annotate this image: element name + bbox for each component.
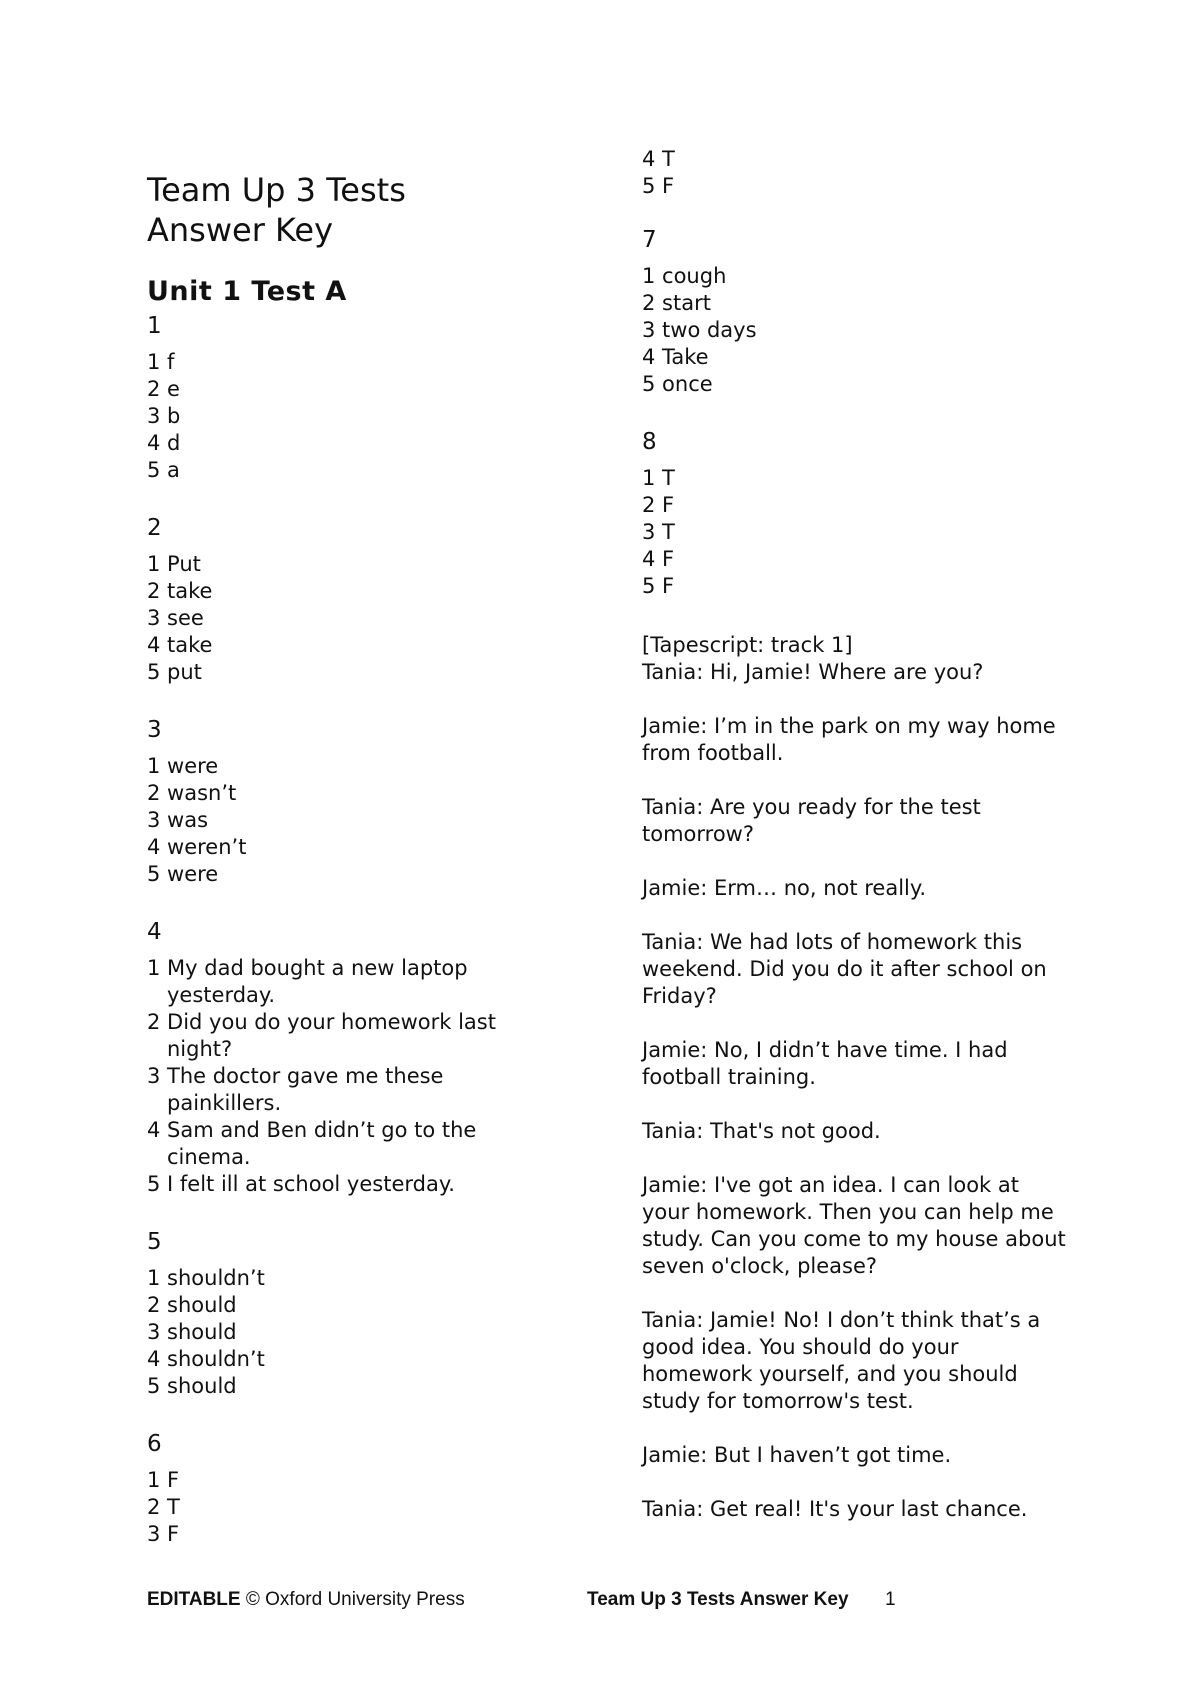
answer-item: 4 weren’t: [147, 835, 247, 859]
answer-item: 1 My dad bought a new laptop yesterday.: [147, 956, 468, 1007]
title-line-2: Answer Key: [147, 211, 334, 249]
copyright-text: © Oxford University Press: [245, 1589, 465, 1610]
answer-item: 1 cough: [642, 264, 727, 288]
section-4: [147, 918, 547, 1198]
answer-item: 1 F: [147, 1468, 180, 1492]
editable-label: EDITABLE: [147, 1589, 241, 1610]
answer-item: 5 put: [147, 660, 202, 684]
dialogue-line: Jamie: No, I didn’t have time. I had football training.: [642, 1038, 1008, 1089]
answer-item: 2 take: [147, 579, 213, 603]
section-3: [147, 716, 547, 888]
answer-item: 2 T: [147, 1495, 180, 1519]
answer-item: 4 take: [147, 633, 213, 657]
answer-item: 4 Sam and Ben didn’t go to the cinema.: [147, 1118, 477, 1169]
answer-item: 3 should: [147, 1320, 237, 1344]
answer-item: 2 start: [642, 291, 711, 315]
section-number: 5: [147, 1229, 162, 1255]
answer-item: 5 F: [642, 174, 675, 198]
answer-item: 4 Take: [642, 345, 709, 369]
title-line-1: Team Up 3 Tests: [147, 171, 406, 209]
answer-item: 4 d: [147, 431, 181, 455]
section-6: [147, 1430, 547, 1548]
unit-heading: Unit 1 Test A: [147, 276, 347, 307]
answer-item: 5 I felt ill at school yesterday.: [147, 1172, 455, 1196]
dialogue-line: Jamie: But I haven’t got time.: [642, 1443, 952, 1467]
document-title: [147, 170, 406, 250]
answer-item: 3 see: [147, 606, 204, 630]
dialogue-line: Jamie: Erm… no, not really.: [642, 876, 927, 900]
answer-item: 5 should: [147, 1374, 237, 1398]
page-number: 1: [885, 1589, 896, 1610]
answer-item: 1 were: [147, 754, 219, 778]
answer-list: [147, 753, 547, 888]
section-6-continued: [642, 146, 675, 200]
answer-item: 1 Put: [147, 552, 201, 576]
dialogue-line: Tania: Are you ready for the test tomorrow?: [642, 795, 981, 846]
answer-item: 2 should: [147, 1293, 237, 1317]
footer-document-title: Team Up 3 Tests Answer Key: [587, 1589, 849, 1610]
answer-item: 2 wasn’t: [147, 781, 237, 805]
footer-copyright: [147, 1588, 465, 1612]
answer-item: 4 F: [642, 547, 675, 571]
section-number: 6: [147, 1431, 162, 1457]
answer-list: [147, 1467, 547, 1548]
answer-item: 4 T: [642, 147, 675, 171]
section-5: [147, 1228, 547, 1400]
answer-item: 5 a: [147, 458, 180, 482]
answer-list: [147, 1265, 547, 1400]
answer-item: 5 once: [642, 372, 713, 396]
section-7: [642, 226, 1072, 398]
section-1: [147, 312, 547, 484]
tapescript-heading: [Tapescript: track 1]: [642, 633, 853, 657]
section-number: 1: [147, 313, 162, 339]
dialogue-line: Tania: Get real! It's your last chance.: [642, 1497, 1028, 1521]
answer-item: 4 shouldn’t: [147, 1347, 265, 1371]
dialogue-line: Tania: We had lots of homework this weekend. Did you do it after school on Friday?: [642, 930, 1047, 1008]
answer-list: [147, 551, 547, 686]
dialogue-line: Jamie: I've got an idea. I can look at your homework. Then you can help me study. Can you come to my house about seven o'clock, please?: [642, 1173, 1066, 1278]
answer-list: [147, 955, 547, 1198]
answer-item: 2 F: [642, 493, 675, 517]
answer-item: 1 shouldn’t: [147, 1266, 265, 1290]
dialogue-line: Tania: Jamie! No! I don’t think that’s a good idea. You should do your homework yourself, and you should study for tomorrow's test.: [642, 1308, 1041, 1413]
dialogue-line: Tania: Hi, Jamie! Where are you?: [642, 660, 984, 684]
answer-item: 2 e: [147, 377, 180, 401]
section-8: [642, 428, 1072, 600]
answer-item: 5 were: [147, 862, 219, 886]
section-number: 7: [642, 227, 657, 253]
tapescript: [642, 632, 1072, 1550]
section-number: 8: [642, 429, 657, 455]
dialogue-line: Tania: That's not good.: [642, 1119, 881, 1143]
answer-list: [147, 349, 547, 484]
answer-item: 3 b: [147, 404, 181, 428]
section-number: 3: [147, 717, 162, 743]
answer-item: 3 F: [147, 1522, 180, 1546]
answer-item: 3 The doctor gave me these painkillers.: [147, 1064, 444, 1115]
section-2: [147, 514, 547, 686]
section-number: 4: [147, 919, 162, 945]
answer-item: 3 two days: [642, 318, 757, 342]
section-number: 2: [147, 515, 162, 541]
answer-list: [642, 465, 1072, 600]
answer-item: 3 was: [147, 808, 209, 832]
answer-item: 2 Did you do your homework last night?: [147, 1010, 496, 1061]
answer-item: 5 F: [642, 574, 675, 598]
answer-list: [642, 263, 1072, 398]
answer-item: 3 T: [642, 520, 675, 544]
answer-item: 1 T: [642, 466, 675, 490]
dialogue-line: Jamie: I’m in the park on my way home from football.: [642, 714, 1056, 765]
answer-item: 1 f: [147, 350, 175, 374]
